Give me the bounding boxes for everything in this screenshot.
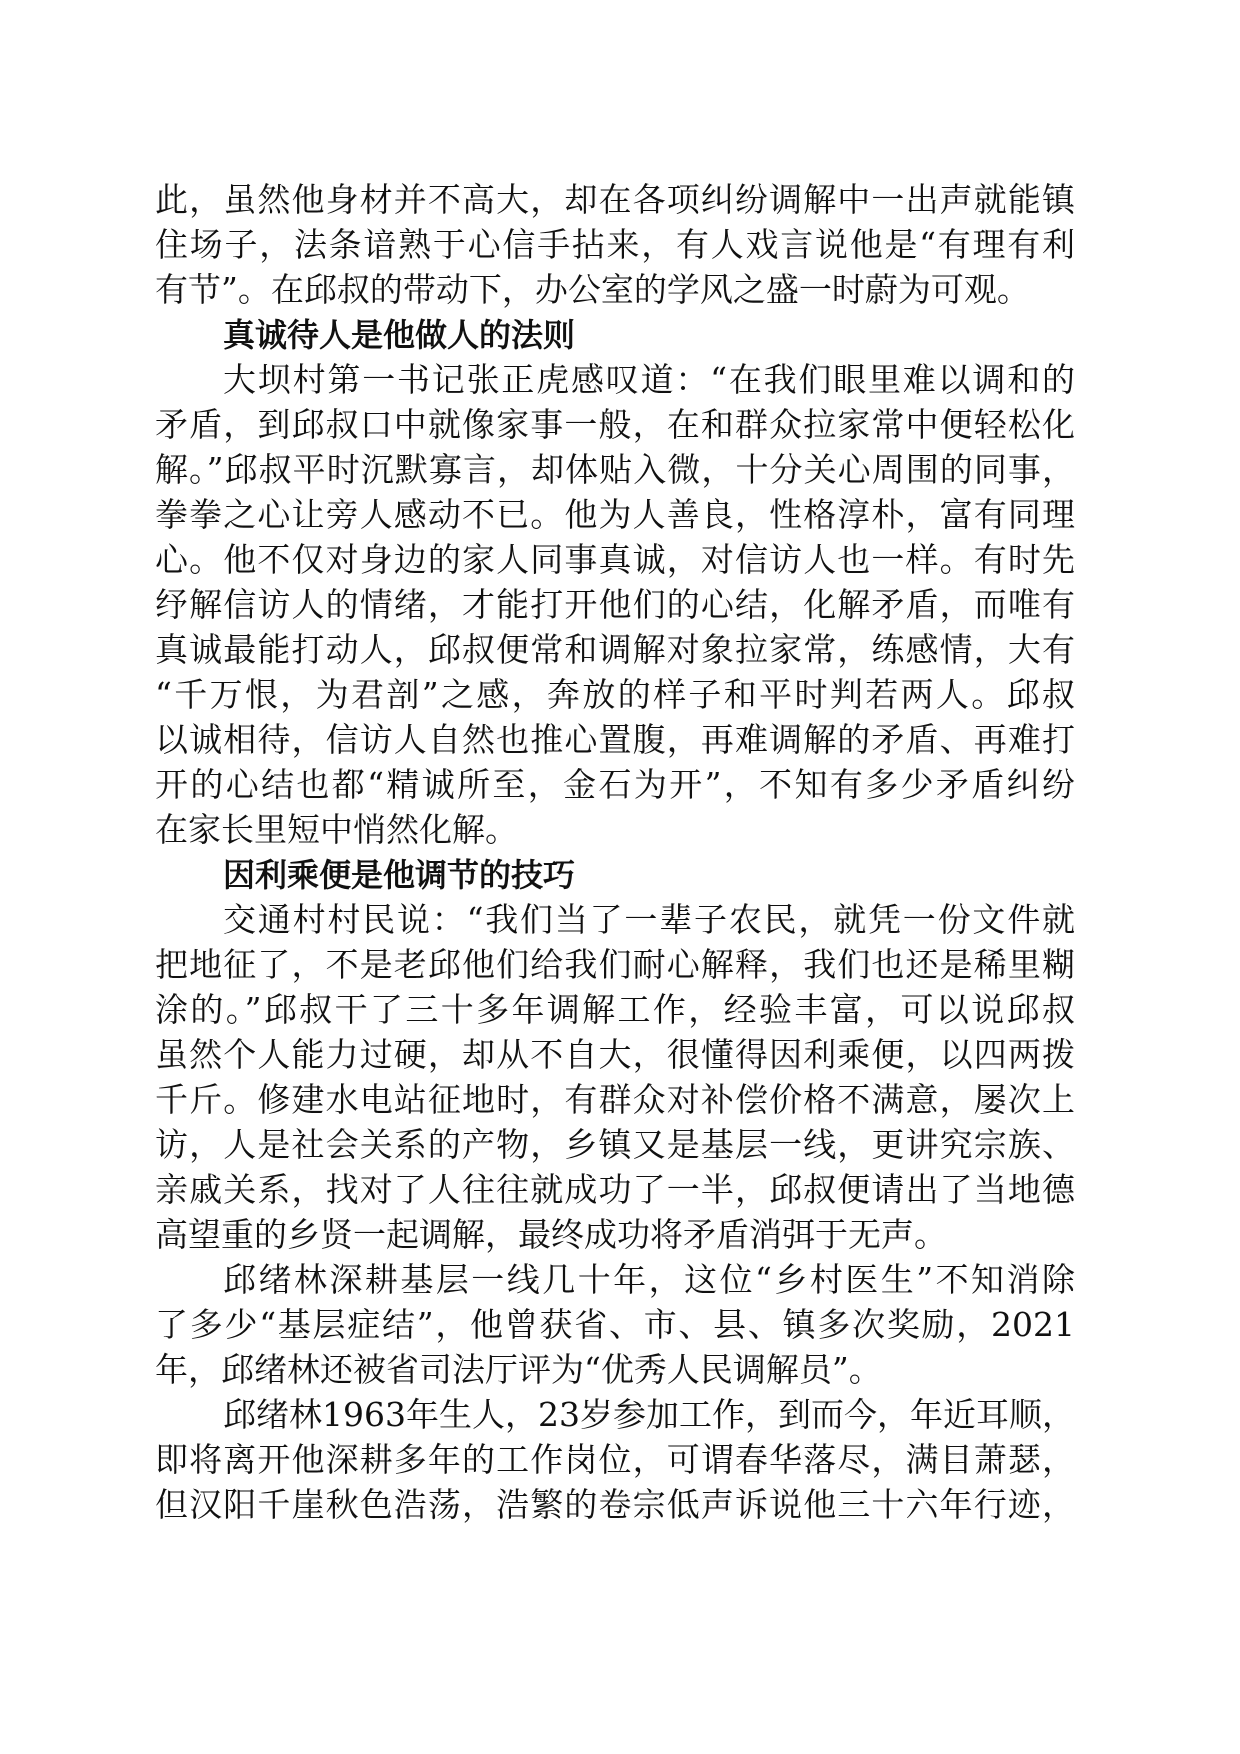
paragraph-line: 邱绪林深耕基层一线几十年，这位“乡村医生”不知消除 [223,1260,1075,1299]
paragraph-line: 了多少“基层症结”，他曾获省、市、县、镇多次奖励，2021 [155,1305,1075,1344]
paragraph-line: 心。他不仅对身边的家人同事真诚，对信访人也一样。有时先 [155,540,1075,579]
paragraph-line: “千万恨，为君剖”之感，奔放的样子和平时判若两人。邱叔 [155,675,1075,714]
paragraph-line: 把地征了，不是老邱他们给我们耐心解释，我们也还是稀里糊 [155,945,1075,984]
paragraph-line: 但汉阳千崖秋色浩荡，浩繁的卷宗低声诉说他三十六年行迹， [155,1485,1075,1524]
paragraph-line: 千斤。修建水电站征地时，有群众对补偿价格不满意，屡次上 [155,1080,1075,1119]
paragraph-line: 涂的。”邱叔干了三十多年调解工作，经验丰富，可以说邱叔 [155,990,1075,1029]
paragraph-line: 邱绪林1963年生人，23岁参加工作，到而今，年近耳顺， [223,1395,1075,1434]
section-heading: 真诚待人是他做人的法则 [223,316,576,354]
paragraph-line: 在家长里短中悄然化解。 [155,810,518,849]
paragraph-line: 访，人是社会关系的产物，乡镇又是基层一线，更讲究宗族、 [155,1125,1075,1164]
paragraph-line: 即将离开他深耕多年的工作岗位，可谓春华落尽，满目萧瑟， [155,1440,1075,1479]
paragraph-line: 真诚最能打动人，邱叔便常和调解对象拉家常，练感情，大有 [155,630,1075,669]
paragraph-line: 以诚相待，信访人自然也推心置腹，再难调解的矛盾、再难打 [155,720,1075,759]
paragraph-line: 亲戚关系，找对了人往往就成功了一半，邱叔便请出了当地德 [155,1170,1075,1209]
paragraph-line: 交通村村民说：“我们当了一辈子农民，就凭一份文件就 [223,900,1075,939]
paragraph-line: 大坝村第一书记张正虎感叹道：“在我们眼里难以调和的 [223,360,1075,399]
paragraph-line: 矛盾，到邱叔口中就像家事一般，在和群众拉家常中便轻松化 [155,405,1075,444]
paragraph-line: 开的心结也都“精诚所至，金石为开”，不知有多少矛盾纠纷 [155,765,1075,804]
paragraph-line: 拳拳之心让旁人感动不已。他为人善良，性格淳朴，富有同理 [155,495,1075,534]
paragraph-line: 高望重的乡贤一起调解，最终成功将矛盾消弭于无声。 [155,1215,947,1254]
paragraph-line: 住场子，法条谙熟于心信手拈来，有人戏言说他是“有理有利 [155,225,1075,264]
paragraph-line: 有节”。在邱叔的带动下，办公室的学风之盛一时蔚为可观。 [155,270,1030,309]
paragraph-line: 虽然个人能力过硬，却从不自大，很懂得因利乘便，以四两拨 [155,1035,1075,1074]
paragraph-line: 年，邱绪林还被省司法厅评为“优秀人民调解员”。 [155,1350,882,1389]
section-heading: 因利乘便是他调节的技巧 [223,856,576,894]
paragraph-line: 此，虽然他身材并不高大，却在各项纠纷调解中一出声就能镇 [155,180,1075,219]
paragraph-line: 解。”邱叔平时沉默寡言，却体贴入微，十分关心周围的同事， [155,450,1075,489]
paragraph-line: 纾解信访人的情绪，才能打开他们的心结，化解矛盾，而唯有 [155,585,1075,624]
